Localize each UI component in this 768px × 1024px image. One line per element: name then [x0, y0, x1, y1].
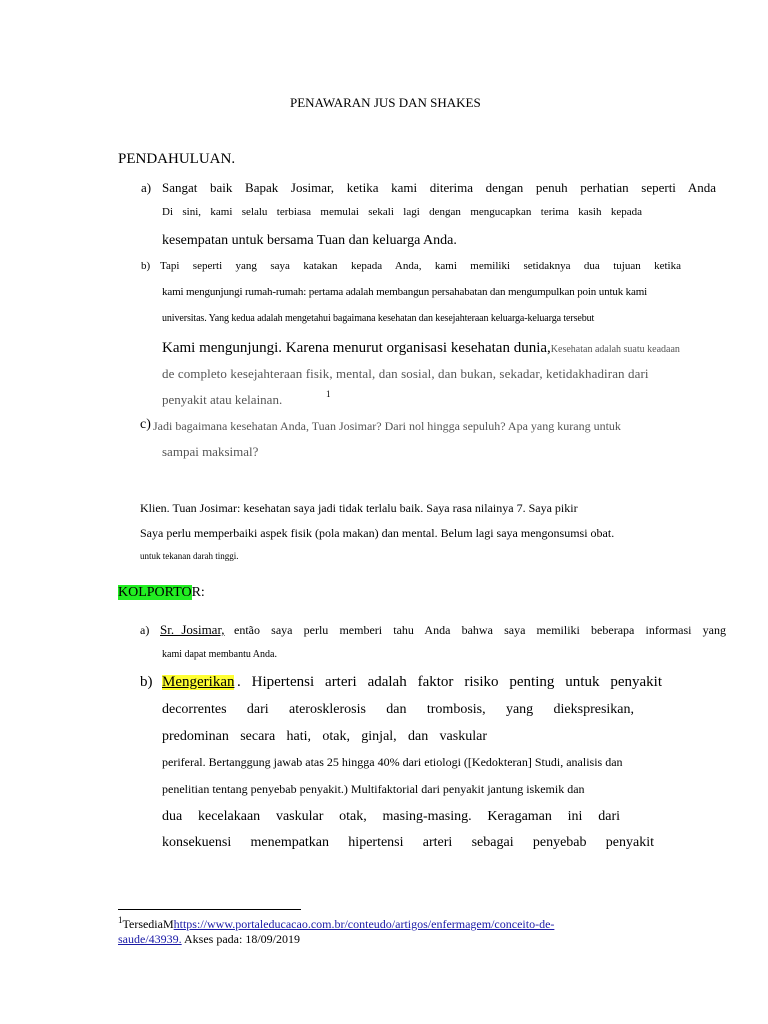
section2-b-line2: decorrentes dari aterosklerosis dan trombosis, yang diekspresikan, [162, 702, 634, 717]
section2-b-line5: penelitian tentang penyebab penyakit.) Multifaktorial dari penyakit jantung iskemik dan [162, 782, 585, 796]
paragraph-a-line2: Di sini, kami selalu terbiasa memulai sekali lagi dengan mengucapkan terima kasih kepada [162, 206, 642, 218]
section-heading-pendahuluan: PENDAHULUAN. [118, 151, 236, 167]
list-marker-c: c) [140, 417, 151, 432]
paragraph-c-line1: Jadi bagaimana kesehatan Anda, Tuan Josimar? Dari nol hingga sepuluh? Apa yang kurang untuk [153, 419, 621, 433]
footnote-url[interactable]: https://www.portaleducacao.com.br/conteudo/artigos/enfermagem/conceito-de- [173, 917, 555, 931]
footnote-line2 [118, 933, 300, 945]
paragraph-b-line4-small: Kesehatan adalah suatu keadaan [550, 344, 680, 355]
footnote-access-date: Akses pada: 18/09/2019 [181, 932, 300, 946]
list-marker-b2: b) [140, 674, 153, 690]
paragraph-b-line6: penyakit atau kelainan. [162, 392, 283, 407]
footnote-line1 [118, 916, 628, 930]
footnote-prefix: TersediaM [122, 917, 174, 931]
name-josimar: Sr. Josimar, [160, 622, 225, 637]
client-line1: Klien. Tuan Josimar: kesehatan saya jadi tidak terlalu baik. Saya rasa nilainya 7. Saya pikir [140, 501, 578, 515]
section2-a-line1-rest: então saya perlu memberi tahu Anda bahwa saya memiliki beberapa informasi yang [234, 623, 726, 637]
section2-b-line6: dua kecelakaan vaskular otak, masing-masing. Keragaman ini dari [162, 809, 620, 824]
kolportor-highlight: KOLPORTO [118, 585, 192, 600]
kolportor-heading-rest: R: [191, 585, 205, 600]
paragraph-b-line2: kami mengunjungi rumah-rumah: pertama adalah membangun persahabatan dan mengumpulkan poin untuk kami [162, 286, 648, 298]
list-marker-a2: a) [140, 623, 150, 637]
paragraph-b-line3: universitas. Yang kedua adalah mengetahui bagaimana kesehatan dan kesejahteraan keluarga-keluarga tersebut [162, 313, 595, 324]
paragraph-b-line4-main: Kami mengunjungi. Karena menurut organisasi kesehatan dunia, [162, 340, 551, 356]
paragraph-b-line4 [162, 341, 680, 356]
paragraph-c-line2: sampai maksimal? [162, 444, 259, 459]
footnote-reference[interactable]: 1 [326, 389, 331, 399]
document-title: PENAWARAN JUS DAN SHAKES [290, 95, 481, 110]
section2-b-line4: periferal. Bertanggung jawab atas 25 hingga 40% dari etiologi ([Kedokteran] Studi, analisis dan [162, 755, 623, 769]
mengerikan-highlight: Mengerikan [162, 674, 235, 690]
section2-b-line7: konsekuensi menempatkan hipertensi arteri sebagai penyebab penyakit [162, 835, 654, 850]
section2-a-line2: kami dapat membantu Anda. [162, 649, 277, 660]
footnote-separator [118, 909, 301, 910]
paragraph-b-line5: de completo kesejahteraan fisik, mental, dan sosial, dan bukan, sekadar, ketidakhadiran dari [162, 366, 649, 381]
client-line2: Saya perlu memperbaiki aspek fisik (pola makan) dan mental. Belum lagi saya mengonsumsi obat. [140, 526, 615, 540]
list-marker-a: a) [141, 180, 152, 195]
paragraph-b-line1: Tapi seperti yang saya katakan kepada Anda, kami memiliki setidaknya dua tujuan ketika [160, 260, 681, 272]
section-heading-kolportor [118, 586, 205, 600]
footnote-marker: 1 [118, 915, 123, 925]
footnote-url-continued[interactable]: saude/43939. [118, 932, 182, 946]
paragraph-a-line1: Sangat baik Bapak Josimar, ketika kami diterima dengan penuh perhatian seperti Anda [162, 180, 716, 195]
client-line3: untuk tekanan darah tinggi. [140, 551, 239, 561]
section2-b-line3: predominan secara hati, otak, ginjal, dan vaskular [162, 729, 487, 744]
list-marker-b: b) [141, 260, 151, 272]
section2-b-line1-rest: . Hipertensi arteri adalah faktor risiko penting untuk penyakit [237, 674, 662, 690]
paragraph-a-line3: kesempatan untuk bersama Tuan dan keluarga Anda. [162, 233, 457, 248]
